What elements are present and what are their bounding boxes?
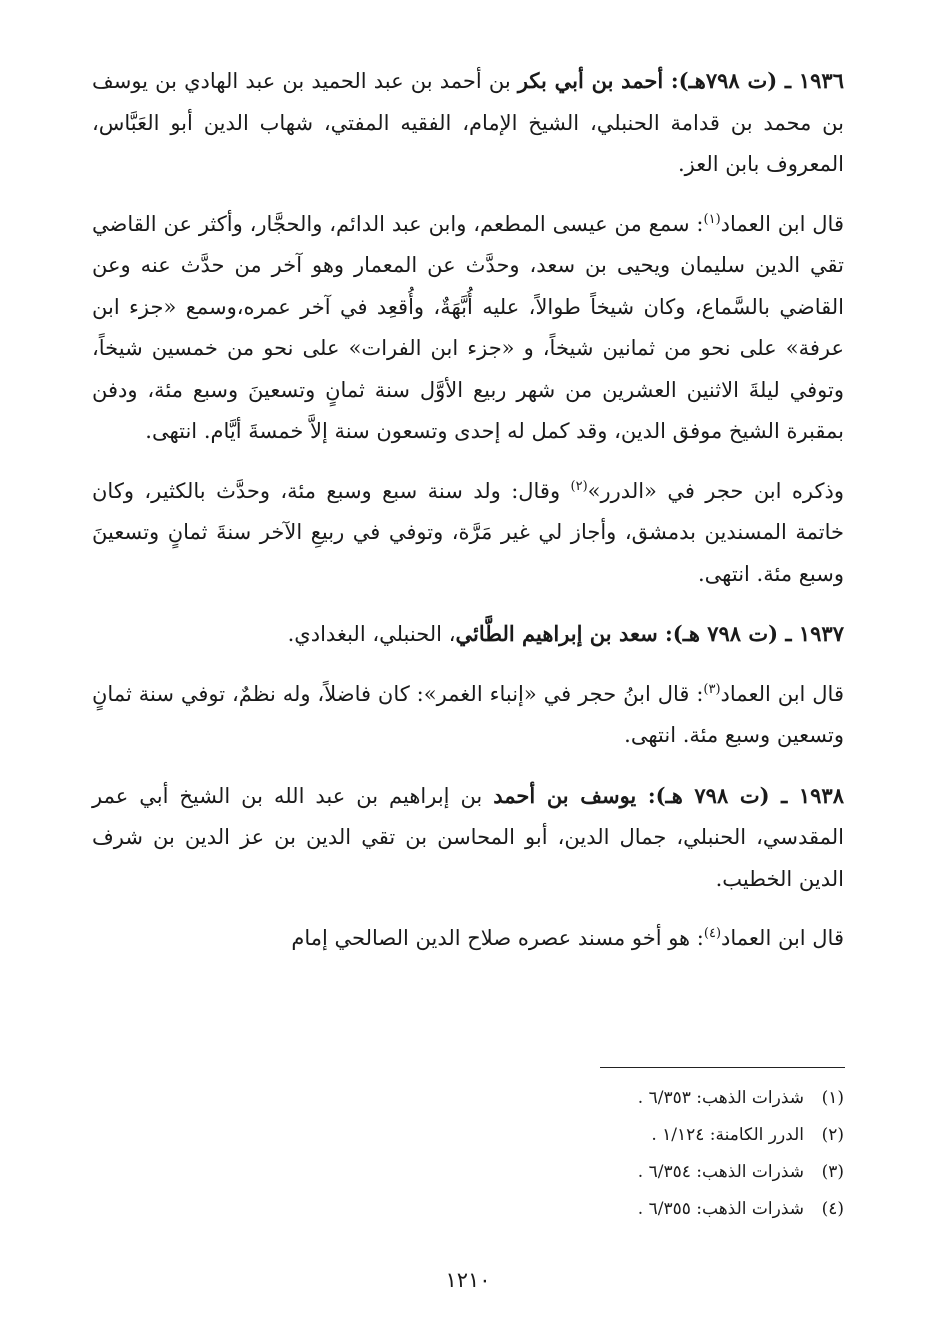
footnote-ref: (٢)	[570, 478, 588, 494]
entry-1936	[92, 60, 844, 186]
quote-text: : هو أخو مسند عصره صلاح الدين الصالحي إمام	[291, 926, 704, 950]
page-number: ١٢١٠	[445, 1268, 491, 1292]
quote-text: : سمع من عيسى المطعم، وابن عبد الدائم، والحجَّار، وأكثر عن القاضي تقي الدين سليمان ويحيى بن سعد، وحدَّث عن المعمار وهو آخر من حدَّث عنه وعن القاضي بالسَّماع، وكان شيخاً طوالاً، عليه أُبَّهَةٌ، وأُقعِد في آخر عمره،وسمع «جزء ابن عرفة» على نحو من ثمانين شيخاً، و «جزء ابن الفرات» على نحو من خمسين شيخاً، وتوفي ليلةَ الاثنين العشرين من شهر ربيع الأوَّل سنة ثمانٍ وتسعينَ وسبع مئة، ودفن بمقبرة الشيخ موفق الدين، وقد كمل له إحدى وتسعون سنة إلاَّ خمسةَ أيَّام. انتهى.	[92, 211, 844, 443]
footnote-ref: (٤)	[703, 926, 722, 941]
quote-text: : قال ابنُ حجر في «إنباء الغمر»: كان فاضلاً، وله نظمٌ، توفي سنة ثمانٍ وتسعين وسبع مئة. انتهى.	[92, 681, 844, 747]
footnote	[344, 1191, 844, 1228]
footnote	[344, 1154, 844, 1191]
footnote-text: الدرر الكامنة: ١/١٢٤ .	[651, 1125, 804, 1145]
footnote-number: (١)	[821, 1088, 844, 1108]
footnote-ref: (٣)	[703, 681, 721, 697]
quote-intro: وذكره ابن حجر في «الدرر»	[587, 478, 844, 503]
footnote-text: شذرات الذهب: ٦/٣٥٥ .	[637, 1199, 804, 1219]
quote-text: وقال: ولد سنة سبع وسبع مئة، وحدَّث بالكثير، وكان خاتمة المسندين بدمشق، وأجاز لي غير مَرَّة، وتوفي في ربيعِ الآخر سنةَ ثمانٍ وتسعينَ وسبع مئة. انتهى.	[92, 478, 844, 586]
footnote-number: (٣)	[821, 1162, 844, 1182]
quote-ibn-al-imad-1	[92, 204, 844, 453]
footnote	[344, 1117, 844, 1154]
quote-ibn-al-imad-4	[92, 918, 844, 960]
quote-ibn-hajar	[92, 471, 844, 596]
entry-text: ، الحنبلي، البغدادي.	[287, 622, 456, 646]
footnote-text: شذرات الذهب: ٦/٣٥٤ .	[637, 1162, 804, 1182]
entry-1937	[92, 613, 844, 656]
footnote-separator	[600, 1067, 845, 1068]
entry-text: بن أحمد بن عبد الحميد بن عبد الهادي بن يوسف بن محمد بن قدامة الحنبلي، الشيخ الإمام، الفقيه المفتي، شهاب الدين أبو العَبَّاس، المعروف بابن العز.	[92, 69, 844, 176]
footnote-text: شذرات الذهب: ٦/٣٥٣ .	[637, 1088, 804, 1108]
quote-ibn-al-imad-3	[92, 674, 844, 757]
entry-heading: ١٩٣٧ ـ (ت ٧٩٨ هـ): سعد بن إبراهيم الطَّائي	[455, 621, 844, 646]
entry-text: بن إبراهيم بن عبد الله بن الشيخ أبي عمر المقدسي، الحنبلي، جمال الدين، أبو المحاسن بن تقي الدين بن عز الدين بن شرف الدين الخطيب.	[92, 783, 844, 891]
footnote-number: (٢)	[821, 1125, 844, 1145]
footnote-ref: (١)	[703, 211, 721, 227]
quote-intro: قال ابن العماد	[720, 681, 844, 706]
quote-intro: قال ابن العماد	[721, 926, 844, 950]
quote-intro: قال ابن العماد	[720, 211, 844, 236]
entry-1938	[92, 775, 844, 901]
footnote-number: (٤)	[821, 1199, 844, 1219]
footnotes	[344, 1080, 844, 1228]
main-text	[92, 60, 844, 978]
footnote	[344, 1080, 844, 1117]
entry-heading: ١٩٣٦ ـ (ت ٧٩٨هـ): أحمد بن أبي بكر	[517, 68, 844, 93]
entry-heading: ١٩٣٨ ـ (ت ٧٩٨ هـ): يوسف بن أحمد	[493, 782, 844, 808]
